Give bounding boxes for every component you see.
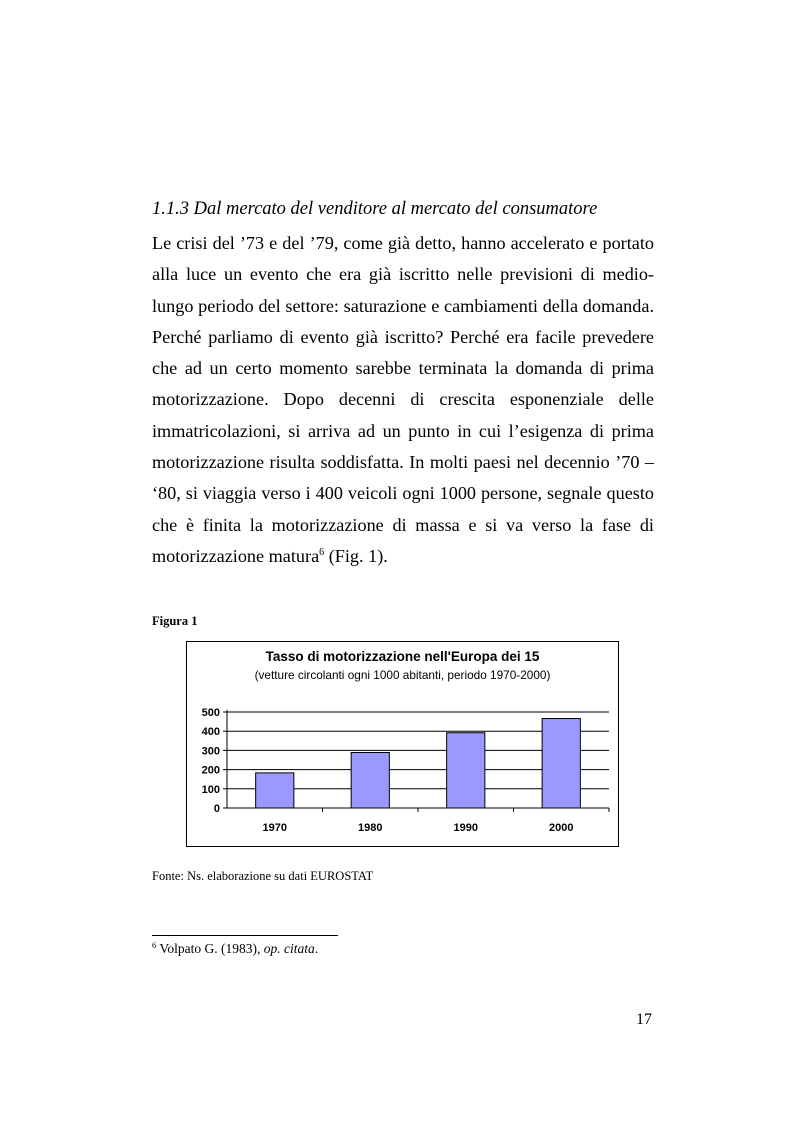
footnote-italic: op. citata: [263, 941, 315, 956]
footnote: [152, 941, 318, 957]
bar-1990: [447, 733, 485, 808]
footnote-number: 6: [152, 940, 157, 950]
y-tick-label: 100: [201, 783, 220, 796]
x-tick-label: 2000: [549, 822, 574, 834]
footnote-divider: [152, 935, 338, 936]
y-tick-label: 300: [201, 745, 220, 758]
bar-chart: [186, 641, 619, 847]
bar-1980: [351, 753, 389, 808]
body-paragraph: [152, 228, 654, 572]
page-number: 17: [636, 1011, 652, 1028]
section-heading: 1.1.3 Dal mercato del venditore al mercato del consumatore: [152, 199, 598, 219]
x-tick-label: 1980: [358, 822, 383, 834]
paragraph-text: Le crisi del ’73 e del ’79, come già detto, hanno accelerato e portato alla luce un evento che era già iscritto nelle previsioni di medio-lungo periodo del settore: saturazione e cambiamenti della domanda. Perché parliamo di evento già iscritto? Perché era facile prevedere che ad un certo momento sarebbe terminata la domanda di prima motorizzazione. Dopo decenni di crescita esponenziale delle immatricolazioni, si arriva ad un punto in cui l’esigenza di prima motorizzazione risulta soddisfatta. In molti paesi nel decennio ’70 – ‘80, si viaggia verso i 400 veicoli ogni 1000 persone, segnale questo che è finita la motorizzazione di massa e si va verso la fase di motorizzazione matura: [152, 233, 654, 566]
footnote-text: Volpato G. (1983),: [156, 941, 264, 956]
chart-plot: [187, 642, 618, 846]
footnote-ref[interactable]: 6: [319, 546, 325, 558]
figure-source: Fonte: Ns. elaborazione su dati EUROSTAT: [152, 869, 374, 883]
figure-label: Figura 1: [152, 614, 198, 628]
bar-1970: [256, 773, 294, 808]
x-tick-label: 1970: [262, 822, 287, 834]
y-tick-label: 500: [201, 707, 220, 719]
x-tick-label: 1990: [453, 822, 478, 834]
chart-subtitle: (vetture circolanti ogni 1000 abitanti, periodo 1970-2000): [254, 668, 551, 682]
y-tick-label: 400: [201, 726, 220, 739]
y-tick-label: 200: [201, 764, 220, 777]
y-tick-label: 0: [213, 803, 220, 815]
bar-2000: [542, 719, 580, 808]
chart-title: Tasso di motorizzazione nell'Europa dei 15: [265, 649, 540, 664]
footnote-end: .: [314, 941, 319, 956]
paragraph-text-end: (Fig. 1).: [324, 545, 388, 566]
